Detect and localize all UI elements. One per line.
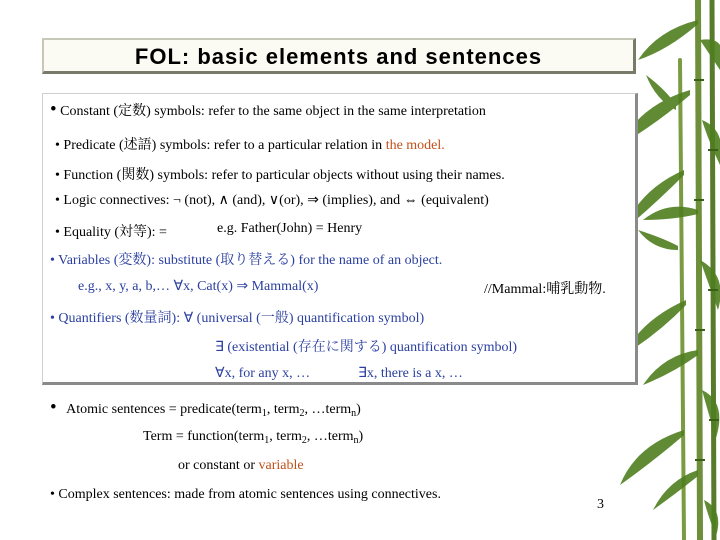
slide-title <box>42 38 636 74</box>
function-line <box>55 164 505 184</box>
page-number: 3 <box>597 497 604 512</box>
exists-example: ∃x, there is a x, … <box>358 366 463 381</box>
logic-text: Logic connectives: ¬ (not), ∧ (and), ∨(or), ⇒ (implies), and ⇔ (equivalent) <box>59 193 489 208</box>
equality-example: e.g. Father(John) = Henry <box>217 221 363 236</box>
mammal-note: //Mammal:哺乳動物. <box>484 282 606 297</box>
complex-line <box>50 487 441 503</box>
atomic-line <box>50 397 361 419</box>
constant-text: Constant (定数) symbols: refer to the same object in the same interpretation <box>56 104 486 119</box>
variables-text: Variables (変数): substitute (取り替える) for the name of an object. <box>54 253 443 268</box>
slide-title-text: FOL: basic elements and sentences <box>134 44 543 69</box>
or-constant-line <box>178 458 304 474</box>
or-constant-text: or constant or <box>178 458 259 473</box>
variables-example: e.g., x, y, a, b,… ∀x, Cat(x) ⇒ Mammal(x) <box>78 279 319 294</box>
constant-line <box>50 99 486 121</box>
function-text: Function (関数) symbols: refer to particular objects without using their names. <box>59 168 505 183</box>
forall-example: ∀x, for any x, … <box>215 366 311 381</box>
bullet: • <box>50 311 55 326</box>
complex-text: Complex sentences: made from atomic sentences using connectives. <box>54 487 441 502</box>
bullet: • <box>50 397 57 418</box>
term-line: Term = function(term$_1$, term$_2$, …term$_n$) <box>143 429 364 446</box>
bullet: • <box>55 193 60 208</box>
predicate-text: Predicate (述語) symbols: refer to a particular relation in <box>59 138 386 153</box>
bullet: • <box>50 253 55 268</box>
predicate-line <box>55 134 445 154</box>
bullet: • <box>50 99 57 120</box>
bullet: • <box>50 487 55 502</box>
bullet: • <box>55 225 60 240</box>
equality-line <box>55 221 167 241</box>
quantifiers-text: Quantifiers (数量詞): ∀ (universal (一般) quantification symbol) <box>54 311 425 326</box>
bullet: • <box>55 168 60 183</box>
equality-label: Equality (対等): = <box>59 225 167 240</box>
quantifiers-line <box>50 307 424 327</box>
existential-line: ∃ (existential (存在に関する) quantification symbol) <box>215 340 518 355</box>
variables-line <box>50 249 442 269</box>
logic-line <box>55 192 489 209</box>
variable-text: variable <box>258 458 304 473</box>
atomic-text: Atomic sentences = predicate(term$_1$, term$_2$, …term$_n$) <box>66 402 361 419</box>
predicate-model-text: the model. <box>385 138 445 153</box>
bullet: • <box>55 138 60 153</box>
